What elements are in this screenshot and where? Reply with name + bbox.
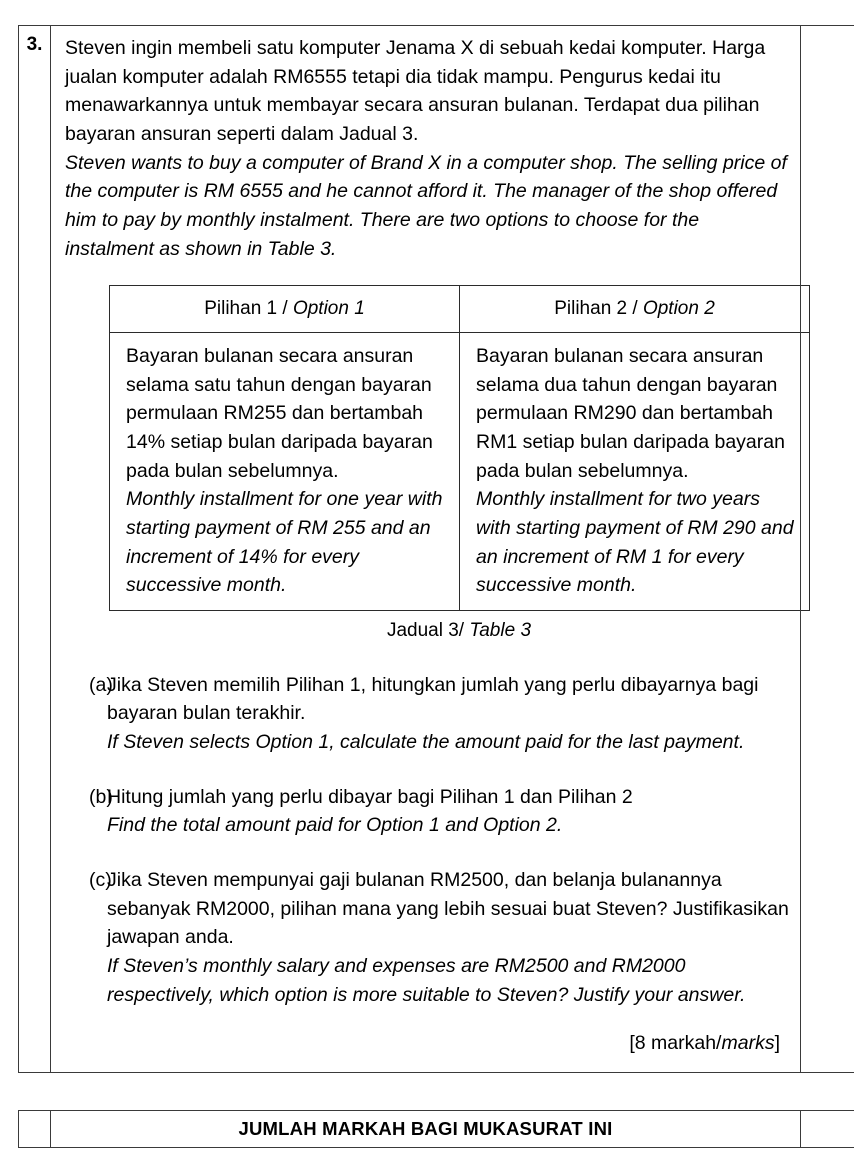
option-2-header-malay: Pilihan 2 / [554, 298, 638, 320]
option-1-header-malay: Pilihan 1 / [204, 298, 288, 320]
options-table [109, 285, 810, 611]
question-stem-malay: Steven ingin membeli satu komputer Jenama X di sebuah kedai komputer. Harga jualan komputer adalah RM6555 tetapi dia tidak mampu. Pengurus kedai itu menawarkannya untuk membayar secara ansuran bulanan. Terdapat dua pilihan bayaran ansuran seperti dalam Jadual 3. [65, 37, 766, 145]
question-parts [65, 671, 790, 1010]
option-1-header [110, 286, 460, 333]
table-caption-english: Table 3 [469, 619, 532, 641]
question-body-cell [51, 26, 801, 1073]
marks-malay: [8 markah/ [629, 1032, 722, 1055]
part-c-english: If Steven’s monthly salary and expenses are RM2500 and RM2000 respectively, which option is more suitable to Steven? Justify your answer. [107, 955, 746, 1006]
option-1-description-malay: Bayaran bulanan secara ansuran selama satu tahun dengan bayaran permulaan RM255 dan bertambah 14% setiap bulan daripada bayaran pada bulan sebelumnya. [126, 344, 433, 482]
part-b-english: Find the total amount paid for Option 1 and Option 2. [107, 814, 563, 837]
part-a-label: (a) [89, 673, 113, 696]
part-a-malay: Jika Steven memilih Pilihan 1, hitungkan jumlah yang perlu dibayarnya bagi bayaran bulan terakhir. [107, 673, 759, 725]
question-body [51, 26, 800, 1072]
marks-column-cell [801, 26, 854, 1073]
part-c-text [107, 866, 790, 1009]
option-2-description-malay: Bayaran bulanan secara ansuran selama dua tahun dengan bayaran permulaan RM290 dan bertambah RM1 setiap bulan daripada bayaran pada bulan sebelumnya. [476, 344, 785, 482]
marks-allocation [65, 1029, 780, 1058]
question-grid [18, 25, 854, 1073]
part-c-label: (c) [89, 869, 112, 892]
page-total-marks-cell [801, 1111, 854, 1148]
question-part-a [65, 671, 790, 757]
option-2-header [460, 286, 810, 333]
page-total-spacer-cell [19, 1111, 51, 1148]
part-b-text [107, 783, 790, 840]
question-part-c [65, 866, 790, 1009]
part-a-text [107, 671, 790, 757]
question-part-b [65, 783, 790, 840]
option-1-description-english: Monthly installment for one year with starting payment of RM 255 and an increment of 14% for every successive month. [126, 488, 443, 597]
options-table-wrapper [109, 285, 794, 611]
options-body-row [110, 332, 810, 610]
table-caption [109, 617, 809, 645]
options-header-row [110, 286, 810, 333]
part-c-malay: Jika Steven mempunyai gaji bulanan RM2500, dan belanja bulanannya sebanyak RM2000, pilihan mana yang lebih sesuai buat Steven? Justifikasikan jawapan anda. [107, 869, 789, 949]
page-total-row [19, 1111, 854, 1148]
question-row [19, 26, 854, 1073]
question-stem-english: Steven wants to buy a computer of Brand X in a computer shop. The selling price of the computer is RM 6555 and he cannot afford it. The manager of the shop offered him to pay by monthly instalment. There are two options to choose for the instalment as shown in Table 3. [65, 151, 787, 260]
option-1-header-english: Option 1 [292, 298, 365, 320]
part-a-english: If Steven selects Option 1, calculate the amount paid for the last payment. [107, 731, 745, 754]
option-2-description-english: Monthly installment for two years with starting payment of RM 290 and an increment of RM 1 for every successive month. [476, 488, 794, 597]
question-number-cell [19, 26, 51, 1073]
option-2-cell [460, 332, 810, 610]
option-2-header-english: Option 2 [642, 298, 715, 320]
page-total-grid [18, 1110, 854, 1148]
table-caption-malay: Jadual 3/ [386, 619, 465, 641]
option-1-cell [110, 332, 460, 610]
page-total-label: JUMLAH MARKAH BAGI MUKASURAT INI [51, 1111, 801, 1148]
part-b-label: (b) [89, 785, 113, 808]
part-b-malay: Hitung jumlah yang perlu dibayar bagi Pilihan 1 dan Pilihan 2 [107, 785, 633, 808]
marks-bracket-close: ] [774, 1032, 780, 1055]
question-number: 3. [26, 34, 43, 55]
marks-english: marks [721, 1032, 775, 1055]
